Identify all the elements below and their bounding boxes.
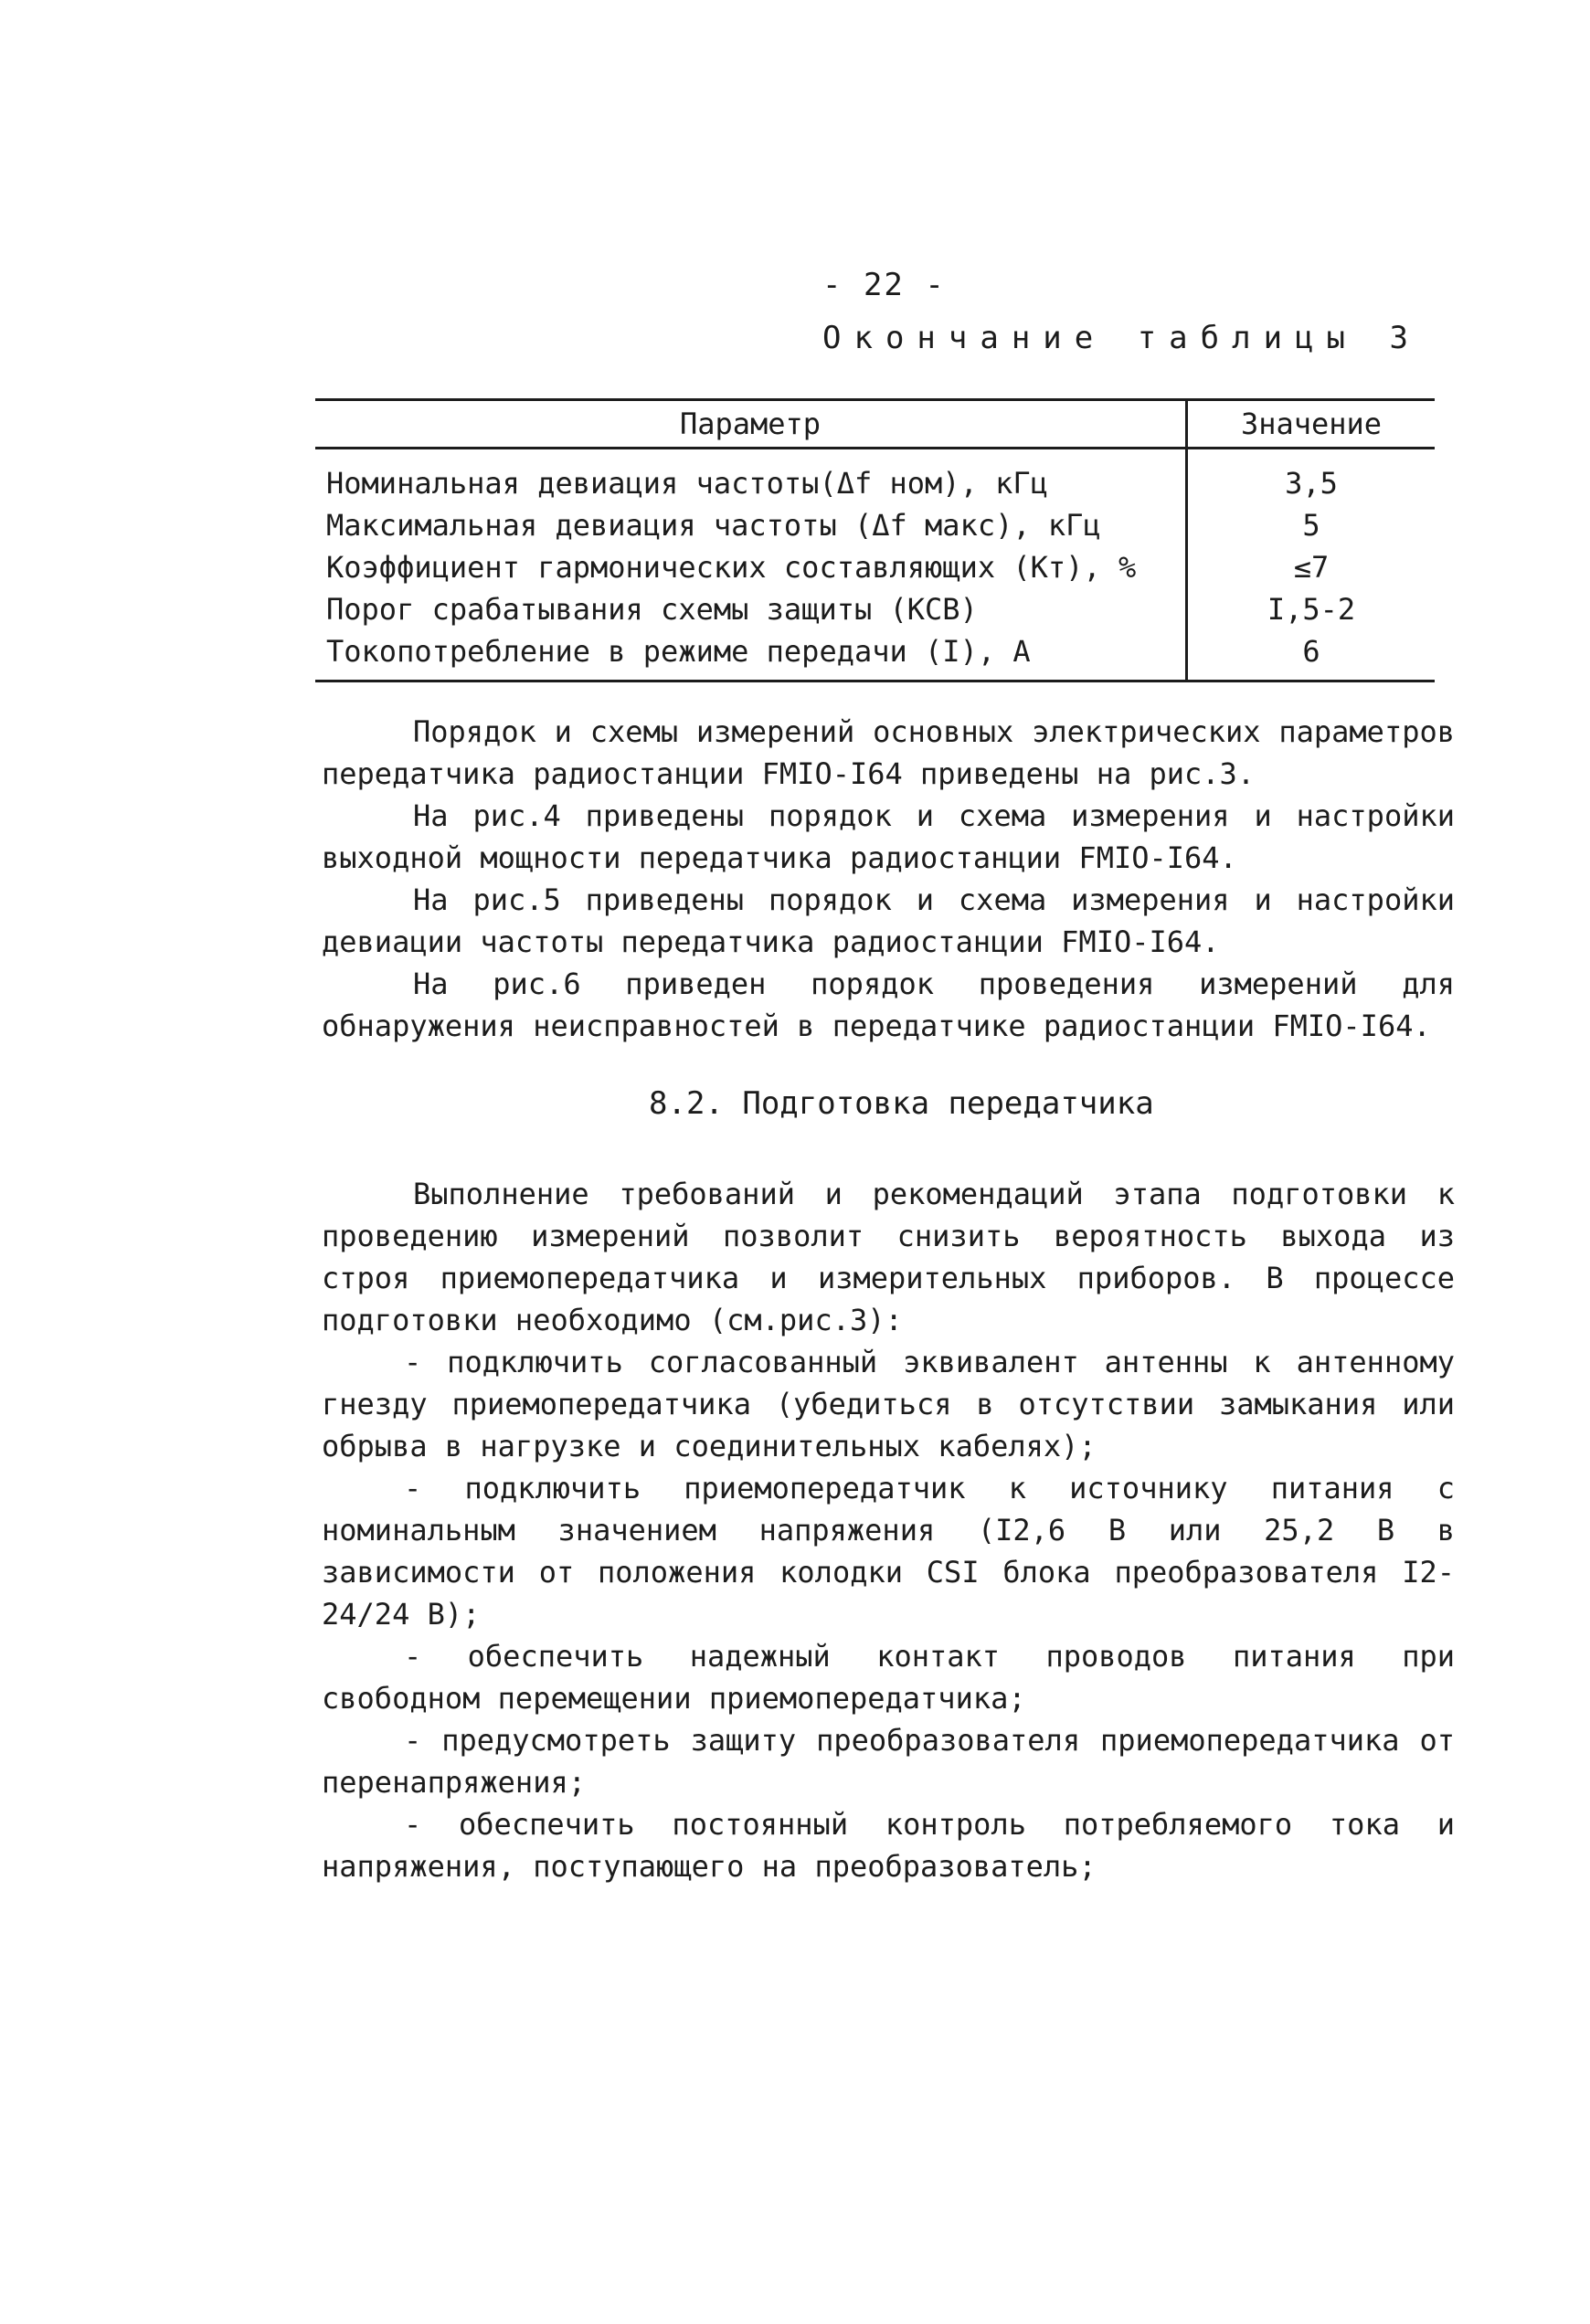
paragraph: На рис.6 приведен порядок проведения измерений для обнаружения неисправностей в передатчике радиостанции FMIO-I64. (322, 967, 1455, 1043)
page-number: - 22 - (822, 267, 946, 303)
param-cell: Коэффициент гармонических составляющих (Кт), % (326, 550, 1137, 585)
list-item: - обеспечить надежный контакт проводов питания при свободном перемещении приемопередатчика; (322, 1639, 1455, 1716)
table-row (315, 504, 1435, 546)
list-item: - подключить приемопередатчик к источнику питания с номинальным значением напряжения (I2,6 В или 25,2 В в зависимости от положения колодки CSI блока преобразователя I2-24/24 В); (322, 1471, 1455, 1632)
value-cell: ≤7 (1187, 546, 1436, 588)
section-heading: 8.2. Подготовка передатчика (649, 1085, 1154, 1122)
list-item: - подключить согласованный эквивалент антенны к антенному гнезду приемопередатчика (убедиться в отсутствии замыкания или обрыва в нагрузке и соединительных кабелях); (322, 1345, 1455, 1463)
preparation-block (322, 1173, 1455, 1887)
value-cell: 3,5 (1187, 449, 1436, 505)
paragraph: Выполнение требований и рекомендаций этапа подготовки к проведению измерений позволит снизить вероятность выхода из строя приемопередатчика и измерительных приборов. В процессе подготовки необходимо (см.рис.3): (322, 1177, 1455, 1337)
param-cell: Номинальная девиация частоты(Δf ном), кГц (326, 466, 1048, 501)
table-header-row (315, 400, 1435, 449)
table-row (315, 588, 1435, 630)
value-cell: 6 (1187, 630, 1436, 681)
paragraph: Порядок и схемы измерений основных электрических параметров передатчика радиостанции FMIO-I64 приведены на рис.3. (322, 714, 1455, 791)
table-caption: Окончание таблицы 3 (822, 320, 1421, 356)
parameters-table (315, 398, 1435, 682)
paragraph: На рис.5 приведены порядок и схема измерения и настройки девиации частоты передатчика радиостанции FMIO-I64. (322, 882, 1455, 959)
header-value: Значение (1187, 400, 1436, 449)
list-item: - обеспечить постоянный контроль потребляемого тока и напряжения, поступающего на преобразователь; (322, 1807, 1455, 1884)
list-item: - предусмотреть защиту преобразователя приемопередатчика от перенапряжения; (322, 1723, 1455, 1800)
table-row (315, 449, 1435, 505)
table-row (315, 546, 1435, 588)
table-row (315, 630, 1435, 681)
param-cell: Токопотребление в режиме передачи (I), А (315, 630, 1187, 681)
value-cell: I,5-2 (1187, 588, 1436, 630)
header-parameter: Параметр (315, 400, 1187, 449)
paragraph: На рис.4 приведены порядок и схема измерения и настройки выходной мощности передатчика радиостанции FMIO-I64. (322, 798, 1455, 875)
param-cell: Максимальная девиация частоты (Δf макс), кГц (326, 508, 1101, 543)
value-cell: 5 (1187, 504, 1436, 546)
measurement-references-block (322, 711, 1455, 1047)
param-cell: Порог срабатывания схемы защиты (КСВ) (326, 592, 978, 627)
